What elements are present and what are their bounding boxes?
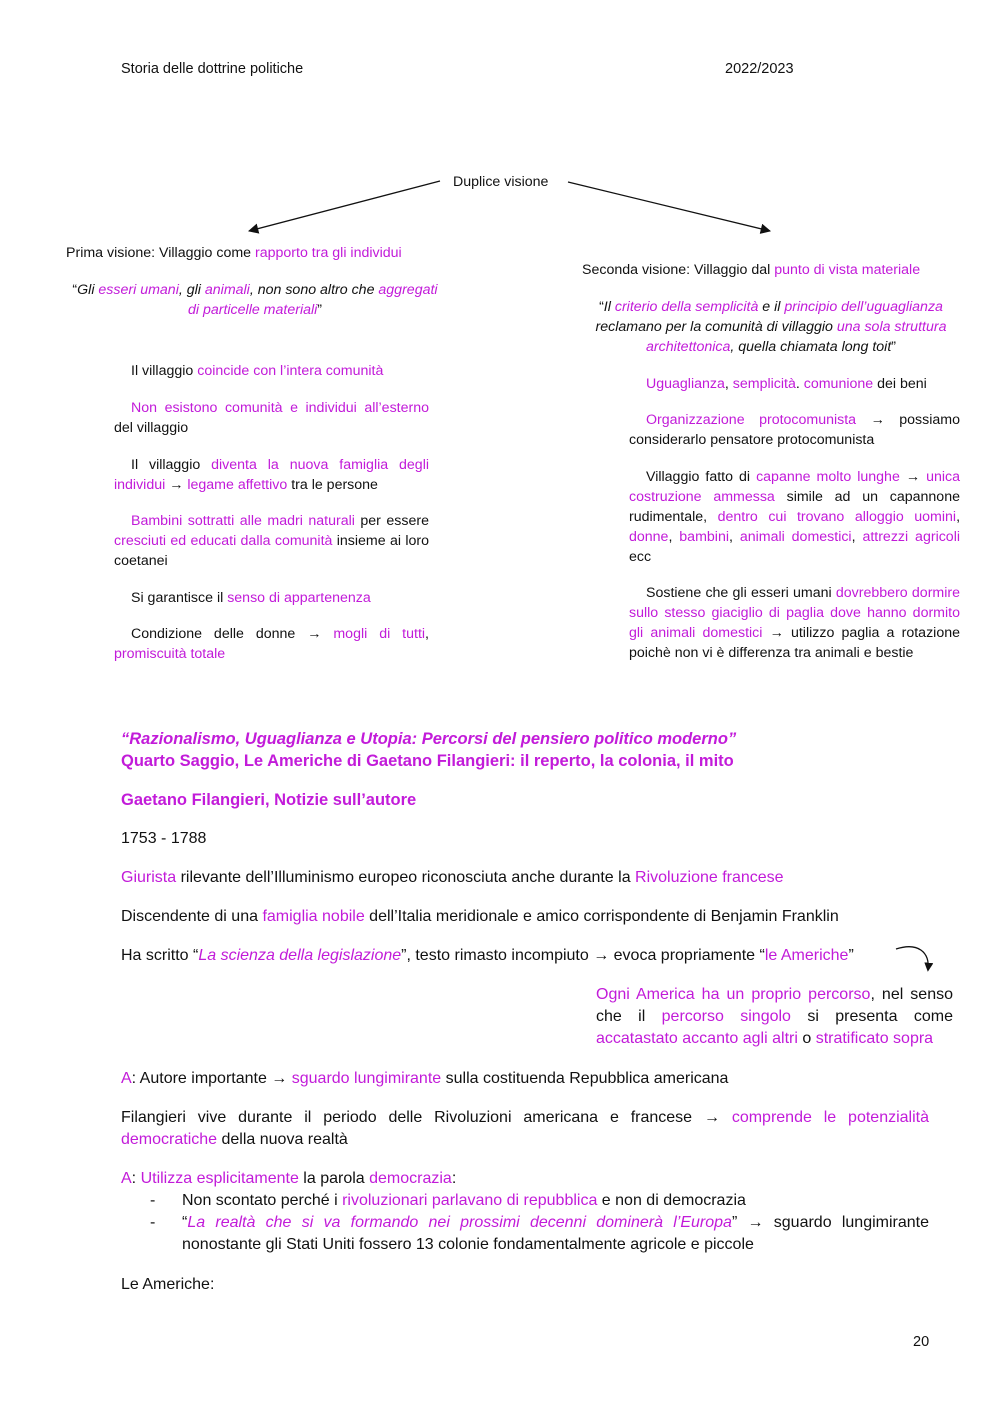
curved-arrow [890, 940, 940, 982]
left-item-5: Si garantisce il senso di appartenenza [131, 590, 371, 606]
list-item: - “La realtà che si va formando nei prossimi decenni dominerà l’Europa” → sguardo lungimirante nonostante gli Stati Uniti fossero 13 colonie fondamentalmente agricole e piccole [121, 1212, 929, 1256]
author-heading: Gaetano Filangieri, Notizie sull’autore [121, 791, 417, 809]
left-quote: “Gli esseri umani, gli animali, non sono altro che aggregati di particelle materiali” [72, 282, 438, 318]
right-item-2: Organizzazione protocomunista → possiamo considerarlo pensatore protocomunista [629, 412, 960, 448]
left-item-2: Non esistono comunità e individui all’esterno del villaggio [114, 400, 429, 436]
page-number: 20 [913, 1334, 930, 1350]
section-title: “Razionalismo, Uguaglianza e Utopia: Percorsi del pensiero politico moderno” Quarto Saggio, Le Americhe di Gaetano Filangieri: il reperto, la colonia, il mito [121, 730, 737, 770]
paragraph-scienza: Ha scritto “La scienza della legislazione”, testo rimasto incompiuto → evoca propriamente “le Americhe” [121, 947, 854, 964]
paragraph-giurista: Giurista rilevante dell’Illuminismo europeo riconosciuta anche durante la Rivoluzione francese [121, 869, 784, 886]
note-americhe: Ogni America ha un proprio percorso, nel senso che il percorso singolo si presenta come accatastato accanto agli altri o stratificato sopra [596, 986, 954, 1047]
right-item-1: Uguaglianza, semplicità. comunione dei beni [646, 376, 927, 392]
section-subtitle: Quarto Saggio, Le Americhe di Gaetano Filangieri: il reperto, la colonia, il mito [121, 752, 734, 770]
democrazia-bullet-list [121, 1190, 929, 1256]
header-year: 2022/2023 [725, 61, 794, 77]
header-course: Storia delle dottrine politiche [121, 61, 304, 77]
right-item-3: Villaggio fatto di capanne molto lunghe → unica costruzione ammessa simile ad un capannone rudimentale, dentro cui trovano alloggio uomini, donne, bambini, animali domestici, attrezzi agricoli ecc [629, 469, 961, 565]
left-item-1: Il villaggio coincide con l’intera comunità [131, 363, 384, 379]
paragraph-rivoluzioni: Filangieri vive durante il periodo delle Rivoluzioni americana e francese → comprende le potenzialità democratiche della nuova realtà [121, 1109, 929, 1148]
diagram-arrows [0, 0, 1000, 260]
author-dates: 1753 - 1788 [121, 830, 207, 847]
left-item-3: Il villaggio diventa la nuova famiglia degli individui → legame affettivo tra le persone [114, 457, 429, 493]
diagram-center-label: Duplice visione [453, 174, 549, 190]
list-item: - Non scontato perché i rivoluzionari parlavano di repubblica e non di democrazia [121, 1190, 929, 1212]
arrow-left [249, 181, 440, 231]
left-item-4: Bambini sottratti alle madri naturali per essere cresciuti ed educati dalla comunità insieme ai loro coetanei [114, 513, 429, 569]
right-item-4: Sostiene che gli esseri umani dovrebbero dormire sullo stesso giaciglio di paglia dove hanno dormito gli animali domestici → utilizzo paglia a rotazione poichè non vi è differenza tra animali e bestie [629, 585, 960, 661]
arrow-right [568, 182, 770, 231]
right-heading: Seconda visione: Villaggio dal punto di vista materiale [582, 262, 921, 278]
paragraph-discendente: Discendente di una famiglia nobile dell’Italia meridionale e amico corrispondente di Benjamin Franklin [121, 908, 839, 925]
right-quote: “Il criterio della semplicità e il principio dell’uguaglianza reclamano per la comunità di villaggio una sola struttura architettonica, quella chiamata long toit” [595, 299, 947, 355]
left-item-6: Condizione delle donne → mogli di tutti, promiscuità totale [114, 626, 429, 662]
left-heading: Prima visione: Villaggio come rapporto tra gli individui [66, 245, 402, 261]
paragraph-le-americhe: Le Americhe: [121, 1276, 215, 1293]
paragraph-autore-importante: A: Autore importante → sguardo lungimirante sulla costituenda Repubblica americana [121, 1070, 729, 1087]
paragraph-democrazia: A: Utilizza esplicitamente la parola democrazia: [121, 1170, 457, 1187]
